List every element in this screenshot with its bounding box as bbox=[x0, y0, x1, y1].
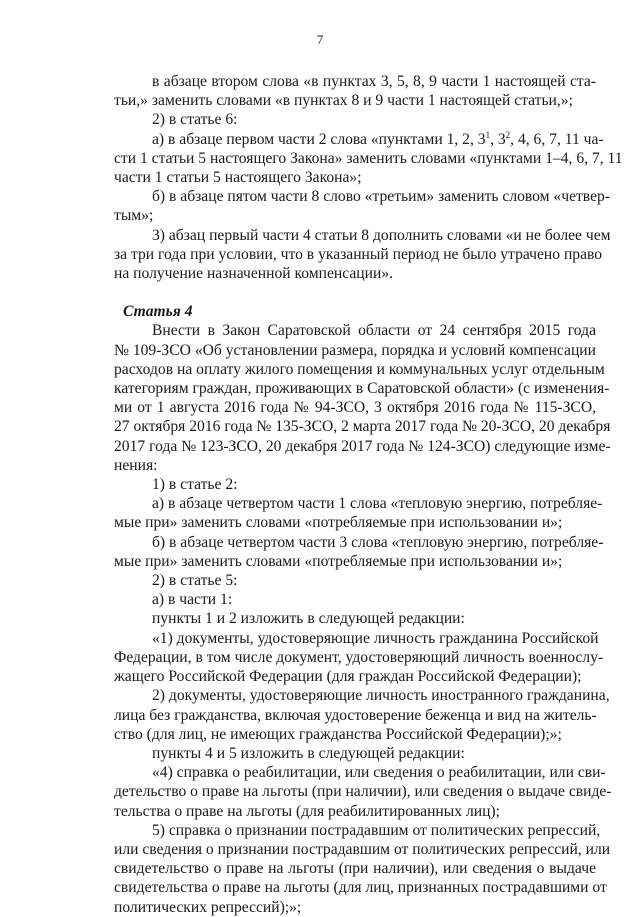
text-line: 5) справка о признании пострадавшим от политических репрессий, bbox=[152, 821, 601, 839]
text-line: тельства о праве на льготы (для реабилитированных лиц); bbox=[114, 802, 500, 820]
text-line: или сведения о признании пострадавшим от политических репрессий, или bbox=[114, 840, 611, 858]
amendments-article-3 bbox=[114, 72, 596, 130]
text-line: расходов на оплату жилого помещения и коммунальных услуг отдельным bbox=[114, 360, 605, 378]
amendments-article-3-cont bbox=[114, 149, 623, 283]
text-line: свидетельства о праве на льготы (для лиц, признанных пострадавшими от bbox=[114, 879, 607, 897]
text-line: лица без гражданства, включая удостоверение беженца и вид на житель- bbox=[114, 706, 597, 724]
text-line: тым»; bbox=[114, 207, 154, 225]
document-body bbox=[114, 72, 623, 917]
text-line: 1) в статье 2: bbox=[152, 476, 238, 494]
text-line: нения: bbox=[114, 456, 158, 474]
text-line: 2) в статье 5: bbox=[152, 572, 238, 590]
text-line: пункты 1 и 2 изложить в следующей редакции: bbox=[152, 610, 465, 628]
text-line: 2) документы, удостоверяющие личность иностранного гражданина, bbox=[152, 687, 610, 705]
text-line: ми от 1 августа 2016 года № 94-ЗСО, 3 октября 2016 года № 115-ЗСО, bbox=[114, 399, 596, 417]
text-line: Федерации, в том числе документ, удостоверяющий личность военнослу- bbox=[114, 648, 604, 666]
text-line: № 109-ЗСО «Об установлении размера, порядка и условий компенсации bbox=[114, 341, 596, 359]
text-line: а) в части 1: bbox=[152, 591, 233, 609]
text-line: б) в абзаце четвертом части 3 слова «тепловую энергию, потребляе- bbox=[152, 533, 604, 551]
text-line: детельство о праве на льготы (при наличии), или сведения о выдаче свиде- bbox=[114, 783, 612, 801]
text-line: а) в абзаце четвертом части 1 слова «тепловую энергию, потребляе- bbox=[152, 495, 603, 513]
text-line: жащего Российской Федерации (для граждан Российской Федерации); bbox=[114, 668, 582, 686]
text-line: «1) документы, удостоверяющие личность гражданина Российской bbox=[152, 629, 599, 647]
text-line: части 1 статьи 5 настоящего Закона»; bbox=[114, 169, 362, 187]
text-line: на получение назначенной компенсации». bbox=[114, 265, 394, 283]
text-line-superscript: а) в абзаце первом части 2 слова «пунктами 1, 2, $3^1$, $3^2$, 4, 6, 7, 11 ча- bbox=[152, 129, 604, 148]
text-line: сти 1 статьи 5 настоящего Закона» заменить словами «пунктами 1–4, 6, 7, 11 bbox=[114, 149, 623, 167]
text-line: мые при» заменить словами «потребляемые при использовании и»; bbox=[114, 514, 563, 532]
text-line: 3) абзац первый части 4 статьи 8 дополнить словами «и не более чем bbox=[152, 226, 611, 244]
text-line: 27 октября 2016 года № 135-ЗСО, 2 марта 2017 года № 20-ЗСО, 20 декабря bbox=[114, 418, 611, 436]
article-4-body bbox=[114, 321, 612, 916]
article-heading: Статья 4 bbox=[123, 303, 193, 321]
text-line: Внести в Закон Саратовской области от 24 сентября 2015 года bbox=[152, 322, 596, 340]
text-line: пункты 4 и 5 изложить в следующей редакции: bbox=[152, 744, 465, 762]
page-number: 7 bbox=[316, 32, 324, 47]
text-line: 2) в статье 6: bbox=[152, 111, 238, 129]
text-line: «4) справка о реабилитации, или сведения о реабилитации, или сви- bbox=[152, 764, 606, 782]
text-line: б) в абзаце пятом части 8 слово «третьим» заменить словом «четвер- bbox=[152, 188, 610, 206]
text-line: мые при» заменить словами «потребляемые при использовании и»; bbox=[114, 552, 563, 570]
text-line: категориям граждан, проживающих в Саратовской области» (с изменения- bbox=[114, 380, 610, 398]
text-line: ство (для лиц, не имеющих гражданства Российской Федерации);»; bbox=[114, 725, 562, 743]
text-line: тьи,» заменить словами «в пунктах 8 и 9 части 1 настоящей статьи,»; bbox=[114, 92, 573, 110]
text-line: свидетельство о праве на льготы (при наличии), или сведения о выдаче bbox=[114, 860, 596, 878]
text-line: 2017 года № 123-ЗСО, 20 декабря 2017 года № 124-ЗСО) следующие изме- bbox=[114, 437, 611, 455]
text-line: политических репрессий);»; bbox=[114, 898, 302, 916]
text-line: за три года при условии, что в указанный период не было утрачено право bbox=[114, 245, 603, 263]
text-line: в абзаце втором слова «в пунктах 3, 5, 8, 9 части 1 настоящей ста- bbox=[152, 73, 596, 90]
